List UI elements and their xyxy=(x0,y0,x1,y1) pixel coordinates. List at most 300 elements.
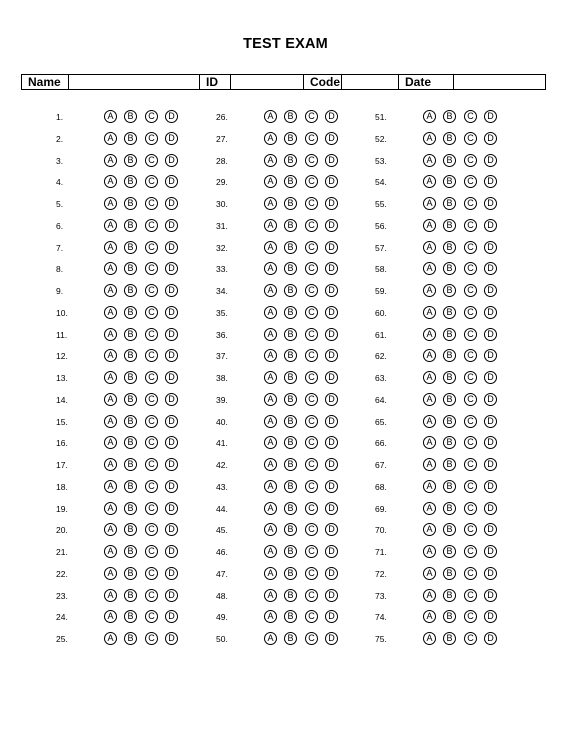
answer-bubble-a[interactable]: A xyxy=(264,436,277,449)
answer-bubble-d[interactable]: D xyxy=(165,415,178,428)
answer-bubble-d[interactable]: D xyxy=(325,567,338,580)
answer-bubble-c[interactable]: C xyxy=(464,589,477,602)
answer-bubble-b[interactable]: B xyxy=(443,262,456,275)
answer-bubble-b[interactable]: B xyxy=(284,262,297,275)
answer-bubble-c[interactable]: C xyxy=(464,132,477,145)
answer-bubble-c[interactable]: C xyxy=(464,632,477,645)
answer-bubble-d[interactable]: D xyxy=(484,175,497,188)
answer-bubble-a[interactable]: A xyxy=(104,284,117,297)
answer-bubble-c[interactable]: C xyxy=(145,328,158,341)
answer-bubble-a[interactable]: A xyxy=(423,371,436,384)
answer-bubble-b[interactable]: B xyxy=(443,458,456,471)
answer-bubble-a[interactable]: A xyxy=(264,415,277,428)
answer-bubble-d[interactable]: D xyxy=(325,545,338,558)
answer-bubble-d[interactable]: D xyxy=(165,523,178,536)
answer-bubble-b[interactable]: B xyxy=(443,393,456,406)
answer-bubble-d[interactable]: D xyxy=(165,480,178,493)
answer-bubble-d[interactable]: D xyxy=(325,632,338,645)
answer-bubble-d[interactable]: D xyxy=(165,154,178,167)
answer-bubble-c[interactable]: C xyxy=(305,284,318,297)
answer-bubble-d[interactable]: D xyxy=(165,393,178,406)
answer-bubble-c[interactable]: C xyxy=(305,610,318,623)
answer-bubble-a[interactable]: A xyxy=(423,241,436,254)
answer-bubble-b[interactable]: B xyxy=(284,371,297,384)
answer-bubble-d[interactable]: D xyxy=(325,415,338,428)
answer-bubble-d[interactable]: D xyxy=(325,132,338,145)
answer-bubble-c[interactable]: C xyxy=(464,349,477,362)
date-field[interactable] xyxy=(454,75,545,89)
answer-bubble-b[interactable]: B xyxy=(443,371,456,384)
answer-bubble-c[interactable]: C xyxy=(305,241,318,254)
answer-bubble-b[interactable]: B xyxy=(443,328,456,341)
answer-bubble-c[interactable]: C xyxy=(305,328,318,341)
answer-bubble-d[interactable]: D xyxy=(484,349,497,362)
answer-bubble-a[interactable]: A xyxy=(104,241,117,254)
answer-bubble-b[interactable]: B xyxy=(284,458,297,471)
answer-bubble-b[interactable]: B xyxy=(124,175,137,188)
answer-bubble-b[interactable]: B xyxy=(443,284,456,297)
answer-bubble-c[interactable]: C xyxy=(145,610,158,623)
answer-bubble-b[interactable]: B xyxy=(443,480,456,493)
answer-bubble-a[interactable]: A xyxy=(423,523,436,536)
answer-bubble-a[interactable]: A xyxy=(264,241,277,254)
answer-bubble-d[interactable]: D xyxy=(484,502,497,515)
answer-bubble-d[interactable]: D xyxy=(325,589,338,602)
answer-bubble-c[interactable]: C xyxy=(305,219,318,232)
answer-bubble-b[interactable]: B xyxy=(124,241,137,254)
answer-bubble-d[interactable]: D xyxy=(484,458,497,471)
answer-bubble-a[interactable]: A xyxy=(264,219,277,232)
answer-bubble-a[interactable]: A xyxy=(423,589,436,602)
answer-bubble-a[interactable]: A xyxy=(264,371,277,384)
answer-bubble-d[interactable]: D xyxy=(484,393,497,406)
answer-bubble-b[interactable]: B xyxy=(284,219,297,232)
answer-bubble-c[interactable]: C xyxy=(305,197,318,210)
answer-bubble-c[interactable]: C xyxy=(145,632,158,645)
answer-bubble-a[interactable]: A xyxy=(423,328,436,341)
answer-bubble-b[interactable]: B xyxy=(284,306,297,319)
answer-bubble-d[interactable]: D xyxy=(484,241,497,254)
answer-bubble-a[interactable]: A xyxy=(423,393,436,406)
answer-bubble-c[interactable]: C xyxy=(305,306,318,319)
answer-bubble-b[interactable]: B xyxy=(284,175,297,188)
answer-bubble-a[interactable]: A xyxy=(104,132,117,145)
answer-bubble-b[interactable]: B xyxy=(124,567,137,580)
answer-bubble-c[interactable]: C xyxy=(145,262,158,275)
answer-bubble-a[interactable]: A xyxy=(104,349,117,362)
answer-bubble-d[interactable]: D xyxy=(325,197,338,210)
answer-bubble-b[interactable]: B xyxy=(443,523,456,536)
answer-bubble-d[interactable]: D xyxy=(165,436,178,449)
answer-bubble-d[interactable]: D xyxy=(325,328,338,341)
id-field[interactable] xyxy=(231,75,304,89)
answer-bubble-b[interactable]: B xyxy=(284,502,297,515)
answer-bubble-a[interactable]: A xyxy=(423,458,436,471)
answer-bubble-a[interactable]: A xyxy=(264,349,277,362)
answer-bubble-b[interactable]: B xyxy=(124,480,137,493)
answer-bubble-b[interactable]: B xyxy=(284,284,297,297)
answer-bubble-b[interactable]: B xyxy=(124,110,137,123)
answer-bubble-c[interactable]: C xyxy=(464,567,477,580)
answer-bubble-d[interactable]: D xyxy=(325,436,338,449)
answer-bubble-d[interactable]: D xyxy=(484,610,497,623)
answer-bubble-b[interactable]: B xyxy=(443,306,456,319)
answer-bubble-c[interactable]: C xyxy=(464,502,477,515)
answer-bubble-c[interactable]: C xyxy=(464,415,477,428)
answer-bubble-b[interactable]: B xyxy=(443,632,456,645)
answer-bubble-c[interactable]: C xyxy=(145,306,158,319)
answer-bubble-b[interactable]: B xyxy=(443,132,456,145)
answer-bubble-a[interactable]: A xyxy=(104,371,117,384)
answer-bubble-a[interactable]: A xyxy=(104,306,117,319)
answer-bubble-d[interactable]: D xyxy=(325,502,338,515)
answer-bubble-c[interactable]: C xyxy=(145,219,158,232)
answer-bubble-a[interactable]: A xyxy=(423,545,436,558)
answer-bubble-c[interactable]: C xyxy=(145,436,158,449)
answer-bubble-b[interactable]: B xyxy=(124,436,137,449)
answer-bubble-d[interactable]: D xyxy=(325,523,338,536)
answer-bubble-d[interactable]: D xyxy=(165,306,178,319)
answer-bubble-b[interactable]: B xyxy=(124,284,137,297)
answer-bubble-b[interactable]: B xyxy=(443,241,456,254)
answer-bubble-b[interactable]: B xyxy=(443,175,456,188)
answer-bubble-b[interactable]: B xyxy=(284,589,297,602)
answer-bubble-c[interactable]: C xyxy=(145,110,158,123)
answer-bubble-d[interactable]: D xyxy=(165,589,178,602)
answer-bubble-a[interactable]: A xyxy=(423,154,436,167)
answer-bubble-c[interactable]: C xyxy=(464,154,477,167)
answer-bubble-a[interactable]: A xyxy=(264,480,277,493)
answer-bubble-b[interactable]: B xyxy=(284,241,297,254)
answer-bubble-b[interactable]: B xyxy=(124,132,137,145)
answer-bubble-c[interactable]: C xyxy=(145,175,158,188)
answer-bubble-b[interactable]: B xyxy=(124,154,137,167)
answer-bubble-a[interactable]: A xyxy=(104,610,117,623)
answer-bubble-d[interactable]: D xyxy=(165,132,178,145)
answer-bubble-a[interactable]: A xyxy=(264,306,277,319)
answer-bubble-c[interactable]: C xyxy=(464,284,477,297)
answer-bubble-b[interactable]: B xyxy=(443,436,456,449)
answer-bubble-a[interactable]: A xyxy=(104,415,117,428)
answer-bubble-d[interactable]: D xyxy=(325,175,338,188)
answer-bubble-b[interactable]: B xyxy=(124,219,137,232)
answer-bubble-b[interactable]: B xyxy=(443,197,456,210)
answer-bubble-c[interactable]: C xyxy=(145,393,158,406)
answer-bubble-b[interactable]: B xyxy=(124,349,137,362)
answer-bubble-c[interactable]: C xyxy=(145,480,158,493)
answer-bubble-b[interactable]: B xyxy=(284,110,297,123)
answer-bubble-a[interactable]: A xyxy=(264,110,277,123)
answer-bubble-c[interactable]: C xyxy=(464,371,477,384)
answer-bubble-c[interactable]: C xyxy=(305,502,318,515)
answer-bubble-a[interactable]: A xyxy=(423,610,436,623)
answer-bubble-d[interactable]: D xyxy=(484,284,497,297)
answer-bubble-a[interactable]: A xyxy=(423,219,436,232)
answer-bubble-c[interactable]: C xyxy=(305,393,318,406)
answer-bubble-d[interactable]: D xyxy=(325,306,338,319)
answer-bubble-d[interactable]: D xyxy=(484,154,497,167)
answer-bubble-d[interactable]: D xyxy=(165,545,178,558)
answer-bubble-c[interactable]: C xyxy=(305,480,318,493)
answer-bubble-c[interactable]: C xyxy=(305,262,318,275)
answer-bubble-a[interactable]: A xyxy=(104,436,117,449)
answer-bubble-a[interactable]: A xyxy=(264,610,277,623)
answer-bubble-c[interactable]: C xyxy=(305,371,318,384)
answer-bubble-c[interactable]: C xyxy=(305,458,318,471)
answer-bubble-d[interactable]: D xyxy=(325,610,338,623)
answer-bubble-a[interactable]: A xyxy=(264,589,277,602)
answer-bubble-a[interactable]: A xyxy=(264,328,277,341)
answer-bubble-d[interactable]: D xyxy=(165,371,178,384)
answer-bubble-b[interactable]: B xyxy=(284,349,297,362)
answer-bubble-b[interactable]: B xyxy=(284,523,297,536)
answer-bubble-b[interactable]: B xyxy=(443,110,456,123)
answer-bubble-d[interactable]: D xyxy=(165,241,178,254)
answer-bubble-d[interactable]: D xyxy=(325,262,338,275)
answer-bubble-c[interactable]: C xyxy=(464,197,477,210)
answer-bubble-c[interactable]: C xyxy=(464,393,477,406)
answer-bubble-a[interactable]: A xyxy=(423,415,436,428)
answer-bubble-d[interactable]: D xyxy=(165,458,178,471)
answer-bubble-c[interactable]: C xyxy=(145,589,158,602)
answer-bubble-c[interactable]: C xyxy=(464,241,477,254)
answer-bubble-d[interactable]: D xyxy=(484,262,497,275)
answer-bubble-a[interactable]: A xyxy=(104,632,117,645)
answer-bubble-a[interactable]: A xyxy=(104,262,117,275)
answer-bubble-a[interactable]: A xyxy=(264,502,277,515)
answer-bubble-c[interactable]: C xyxy=(145,567,158,580)
answer-bubble-c[interactable]: C xyxy=(305,523,318,536)
answer-bubble-d[interactable]: D xyxy=(484,306,497,319)
answer-bubble-a[interactable]: A xyxy=(264,154,277,167)
answer-bubble-c[interactable]: C xyxy=(464,523,477,536)
answer-bubble-c[interactable]: C xyxy=(145,458,158,471)
answer-bubble-d[interactable]: D xyxy=(165,110,178,123)
answer-bubble-d[interactable]: D xyxy=(165,502,178,515)
answer-bubble-c[interactable]: C xyxy=(305,567,318,580)
code-field[interactable] xyxy=(342,75,399,89)
answer-bubble-b[interactable]: B xyxy=(443,219,456,232)
answer-bubble-a[interactable]: A xyxy=(104,567,117,580)
answer-bubble-a[interactable]: A xyxy=(423,349,436,362)
answer-bubble-a[interactable]: A xyxy=(264,458,277,471)
answer-bubble-a[interactable]: A xyxy=(423,502,436,515)
answer-bubble-c[interactable]: C xyxy=(305,132,318,145)
answer-bubble-d[interactable]: D xyxy=(165,328,178,341)
answer-bubble-d[interactable]: D xyxy=(484,415,497,428)
answer-bubble-b[interactable]: B xyxy=(443,154,456,167)
answer-bubble-a[interactable]: A xyxy=(104,219,117,232)
answer-bubble-b[interactable]: B xyxy=(284,480,297,493)
answer-bubble-b[interactable]: B xyxy=(124,589,137,602)
answer-bubble-c[interactable]: C xyxy=(305,349,318,362)
answer-bubble-a[interactable]: A xyxy=(104,523,117,536)
answer-bubble-a[interactable]: A xyxy=(423,567,436,580)
answer-bubble-b[interactable]: B xyxy=(124,610,137,623)
answer-bubble-b[interactable]: B xyxy=(124,393,137,406)
answer-bubble-d[interactable]: D xyxy=(484,545,497,558)
answer-bubble-b[interactable]: B xyxy=(124,632,137,645)
answer-bubble-b[interactable]: B xyxy=(284,610,297,623)
answer-bubble-b[interactable]: B xyxy=(284,545,297,558)
answer-bubble-b[interactable]: B xyxy=(443,349,456,362)
answer-bubble-a[interactable]: A xyxy=(423,284,436,297)
answer-bubble-b[interactable]: B xyxy=(124,262,137,275)
answer-bubble-a[interactable]: A xyxy=(104,197,117,210)
answer-bubble-a[interactable]: A xyxy=(264,393,277,406)
answer-bubble-b[interactable]: B xyxy=(284,197,297,210)
answer-bubble-c[interactable]: C xyxy=(464,110,477,123)
answer-bubble-c[interactable]: C xyxy=(145,349,158,362)
answer-bubble-d[interactable]: D xyxy=(484,219,497,232)
answer-bubble-c[interactable]: C xyxy=(145,371,158,384)
answer-bubble-d[interactable]: D xyxy=(325,480,338,493)
answer-bubble-b[interactable]: B xyxy=(124,545,137,558)
answer-bubble-d[interactable]: D xyxy=(165,175,178,188)
answer-bubble-d[interactable]: D xyxy=(165,284,178,297)
answer-bubble-b[interactable]: B xyxy=(124,415,137,428)
answer-bubble-a[interactable]: A xyxy=(423,306,436,319)
answer-bubble-d[interactable]: D xyxy=(165,610,178,623)
answer-bubble-c[interactable]: C xyxy=(464,480,477,493)
answer-bubble-d[interactable]: D xyxy=(484,523,497,536)
answer-bubble-a[interactable]: A xyxy=(104,154,117,167)
answer-bubble-b[interactable]: B xyxy=(443,567,456,580)
answer-bubble-c[interactable]: C xyxy=(145,132,158,145)
answer-bubble-d[interactable]: D xyxy=(325,393,338,406)
answer-bubble-b[interactable]: B xyxy=(124,523,137,536)
answer-bubble-a[interactable]: A xyxy=(423,110,436,123)
answer-bubble-b[interactable]: B xyxy=(443,610,456,623)
answer-bubble-d[interactable]: D xyxy=(484,371,497,384)
answer-bubble-c[interactable]: C xyxy=(305,110,318,123)
answer-bubble-d[interactable]: D xyxy=(325,458,338,471)
answer-bubble-a[interactable]: A xyxy=(423,197,436,210)
answer-bubble-a[interactable]: A xyxy=(104,589,117,602)
answer-bubble-c[interactable]: C xyxy=(305,175,318,188)
answer-bubble-b[interactable]: B xyxy=(443,502,456,515)
answer-bubble-d[interactable]: D xyxy=(484,632,497,645)
answer-bubble-c[interactable]: C xyxy=(145,502,158,515)
answer-bubble-b[interactable]: B xyxy=(284,393,297,406)
answer-bubble-a[interactable]: A xyxy=(423,436,436,449)
answer-bubble-d[interactable]: D xyxy=(165,349,178,362)
answer-bubble-d[interactable]: D xyxy=(325,241,338,254)
answer-bubble-d[interactable]: D xyxy=(484,480,497,493)
answer-bubble-c[interactable]: C xyxy=(464,328,477,341)
answer-bubble-d[interactable]: D xyxy=(325,284,338,297)
answer-bubble-a[interactable]: A xyxy=(264,284,277,297)
answer-bubble-b[interactable]: B xyxy=(284,328,297,341)
answer-bubble-c[interactable]: C xyxy=(145,154,158,167)
answer-bubble-c[interactable]: C xyxy=(464,175,477,188)
answer-bubble-a[interactable]: A xyxy=(264,262,277,275)
answer-bubble-c[interactable]: C xyxy=(145,197,158,210)
answer-bubble-c[interactable]: C xyxy=(305,632,318,645)
answer-bubble-c[interactable]: C xyxy=(145,284,158,297)
answer-bubble-c[interactable]: C xyxy=(145,241,158,254)
answer-bubble-b[interactable]: B xyxy=(124,328,137,341)
answer-bubble-b[interactable]: B xyxy=(124,197,137,210)
answer-bubble-b[interactable]: B xyxy=(124,306,137,319)
answer-bubble-d[interactable]: D xyxy=(165,219,178,232)
answer-bubble-a[interactable]: A xyxy=(264,632,277,645)
answer-bubble-c[interactable]: C xyxy=(464,458,477,471)
answer-bubble-a[interactable]: A xyxy=(104,110,117,123)
answer-bubble-c[interactable]: C xyxy=(464,545,477,558)
answer-bubble-a[interactable]: A xyxy=(104,480,117,493)
answer-bubble-b[interactable]: B xyxy=(124,458,137,471)
answer-bubble-d[interactable]: D xyxy=(165,632,178,645)
answer-bubble-d[interactable]: D xyxy=(325,371,338,384)
answer-bubble-a[interactable]: A xyxy=(264,175,277,188)
answer-bubble-b[interactable]: B xyxy=(443,545,456,558)
answer-bubble-d[interactable]: D xyxy=(165,567,178,580)
answer-bubble-b[interactable]: B xyxy=(284,154,297,167)
answer-bubble-a[interactable]: A xyxy=(104,545,117,558)
answer-bubble-d[interactable]: D xyxy=(165,262,178,275)
answer-bubble-c[interactable]: C xyxy=(464,219,477,232)
answer-bubble-d[interactable]: D xyxy=(484,328,497,341)
answer-bubble-c[interactable]: C xyxy=(305,436,318,449)
answer-bubble-b[interactable]: B xyxy=(443,589,456,602)
answer-bubble-c[interactable]: C xyxy=(464,262,477,275)
answer-bubble-c[interactable]: C xyxy=(305,154,318,167)
answer-bubble-a[interactable]: A xyxy=(104,328,117,341)
answer-bubble-c[interactable]: C xyxy=(145,545,158,558)
answer-bubble-d[interactable]: D xyxy=(325,349,338,362)
answer-bubble-d[interactable]: D xyxy=(484,589,497,602)
answer-bubble-b[interactable]: B xyxy=(124,502,137,515)
answer-bubble-a[interactable]: A xyxy=(423,632,436,645)
answer-bubble-a[interactable]: A xyxy=(104,393,117,406)
answer-bubble-b[interactable]: B xyxy=(284,632,297,645)
answer-bubble-c[interactable]: C xyxy=(145,523,158,536)
answer-bubble-a[interactable]: A xyxy=(104,175,117,188)
answer-bubble-c[interactable]: C xyxy=(305,415,318,428)
answer-bubble-b[interactable]: B xyxy=(284,132,297,145)
answer-bubble-d[interactable]: D xyxy=(484,110,497,123)
answer-bubble-c[interactable]: C xyxy=(305,589,318,602)
answer-bubble-d[interactable]: D xyxy=(325,219,338,232)
answer-bubble-b[interactable]: B xyxy=(124,371,137,384)
answer-bubble-d[interactable]: D xyxy=(484,197,497,210)
answer-bubble-a[interactable]: A xyxy=(264,567,277,580)
answer-bubble-d[interactable]: D xyxy=(484,436,497,449)
answer-bubble-c[interactable]: C xyxy=(464,436,477,449)
answer-bubble-d[interactable]: D xyxy=(165,197,178,210)
answer-bubble-c[interactable]: C xyxy=(464,610,477,623)
answer-bubble-c[interactable]: C xyxy=(305,545,318,558)
answer-bubble-b[interactable]: B xyxy=(284,415,297,428)
answer-bubble-d[interactable]: D xyxy=(484,132,497,145)
answer-bubble-c[interactable]: C xyxy=(145,415,158,428)
answer-bubble-a[interactable]: A xyxy=(104,502,117,515)
answer-bubble-a[interactable]: A xyxy=(264,132,277,145)
name-field[interactable] xyxy=(69,75,200,89)
answer-bubble-a[interactable]: A xyxy=(423,262,436,275)
answer-bubble-d[interactable]: D xyxy=(484,567,497,580)
answer-bubble-a[interactable]: A xyxy=(423,480,436,493)
answer-bubble-b[interactable]: B xyxy=(284,567,297,580)
answer-bubble-b[interactable]: B xyxy=(443,415,456,428)
answer-bubble-a[interactable]: A xyxy=(423,175,436,188)
answer-bubble-a[interactable]: A xyxy=(104,458,117,471)
answer-bubble-d[interactable]: D xyxy=(325,110,338,123)
answer-bubble-d[interactable]: D xyxy=(325,154,338,167)
answer-bubble-a[interactable]: A xyxy=(264,197,277,210)
answer-bubble-a[interactable]: A xyxy=(423,132,436,145)
